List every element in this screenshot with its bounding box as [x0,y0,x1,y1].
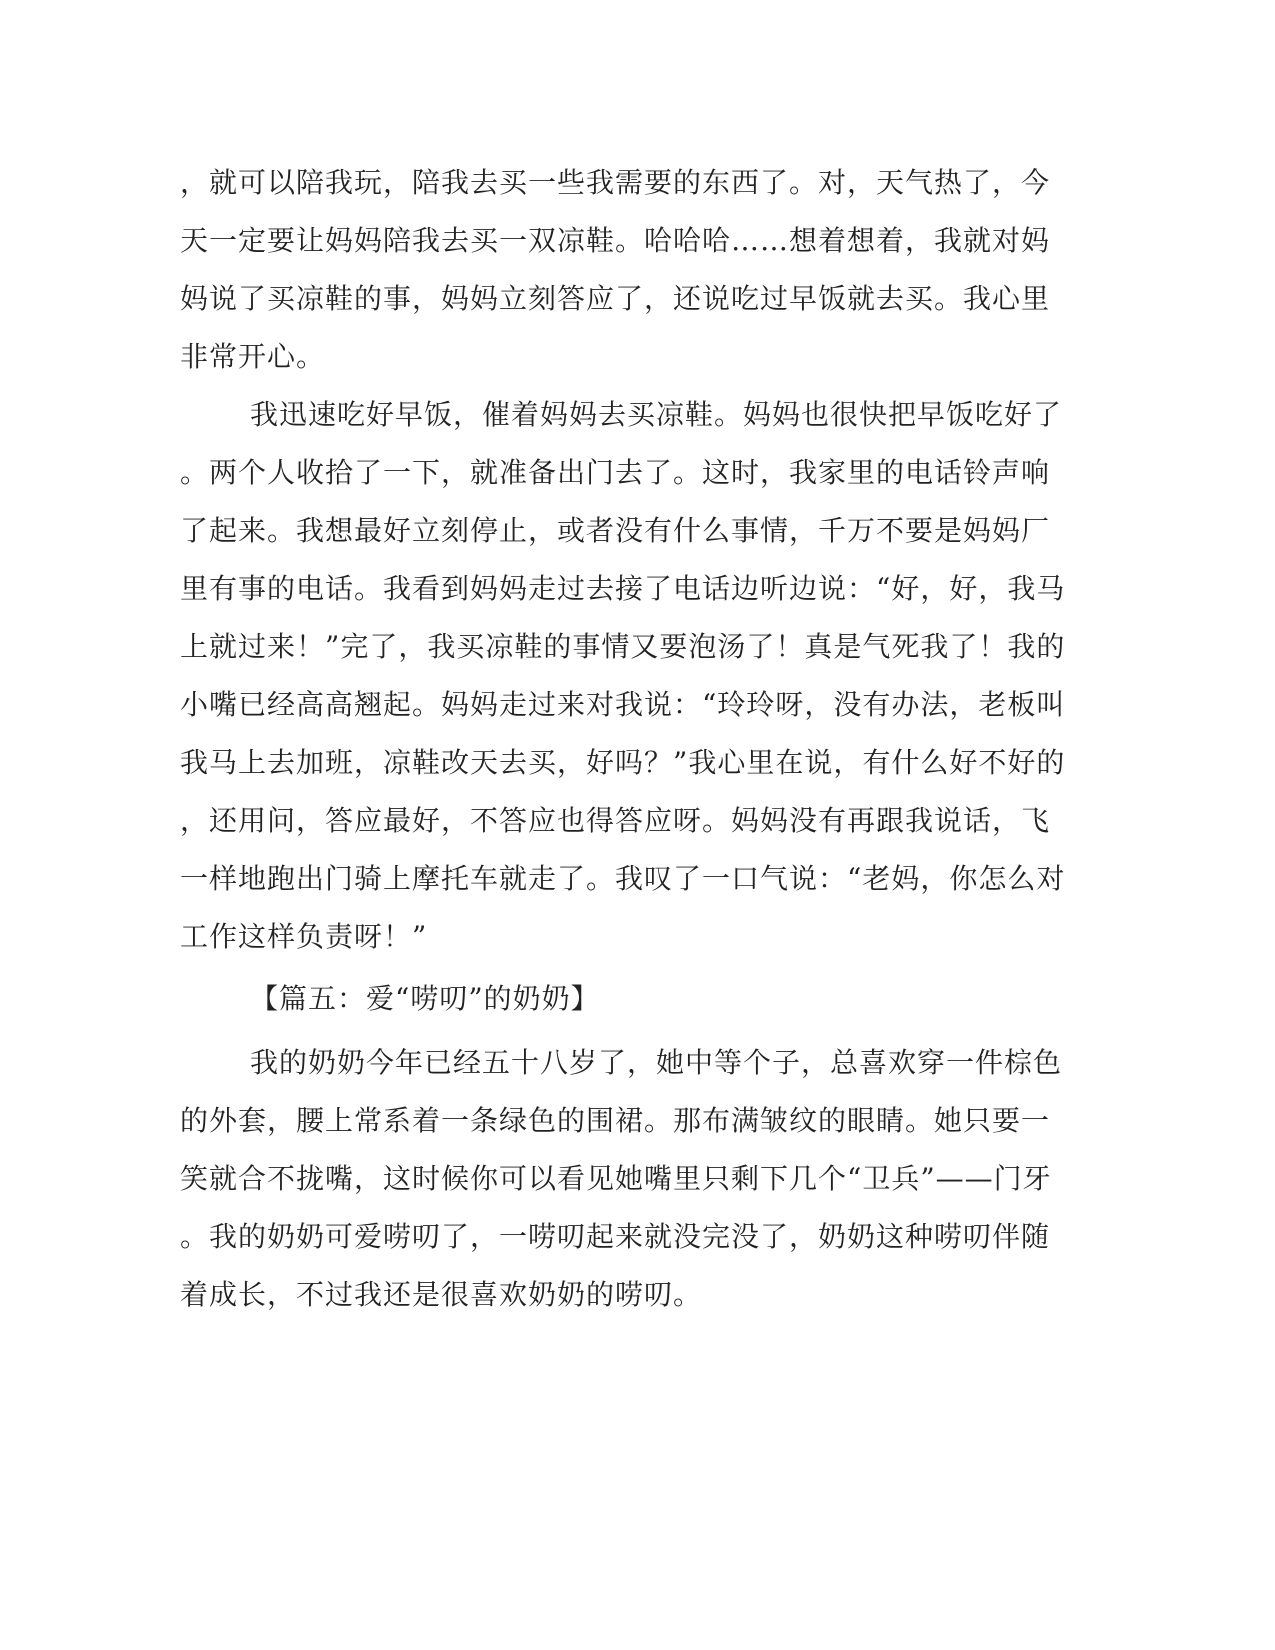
text-line: 我马上去加班，凉鞋改天去买，好吗？”我心里在说，有什么好不好的 [180,746,1066,779]
text-line: 笑就合不拢嘴，这时候你可以看见她嘴里只剩下几个“卫兵”——门牙 [180,1162,1052,1195]
section-heading: 【篇五：爱“唠叨”的奶奶】 [250,982,600,1015]
text-line: 非常开心。 [180,340,326,373]
paragraph-first-line: 我迅速吃好早饭，催着妈妈去买凉鞋。妈妈也很快把早饭吃好了 [250,398,1063,431]
text-line: 一样地跑出门骑上摩托车就走了。我叹了一口气说：“老妈，你怎么对 [180,862,1066,895]
text-line: 小嘴已经高高翘起。妈妈走过来对我说：“玲玲呀，没有办法，老板叫 [180,688,1066,721]
text-line: 里有事的电话。我看到妈妈走过去接了电话边听边说：“好，好，我马 [180,572,1066,605]
text-line: 。我的奶奶可爱唠叨了，一唠叨起来就没完没了，奶奶这种唠叨伴随 [180,1220,1051,1253]
text-line: 。两个人收拾了一下，就准备出门去了。这时，我家里的电话铃声响 [180,456,1051,489]
text-line: ，还用问，答应最好，不答应也得答应呀。妈妈没有再跟我说话，飞 [180,804,1051,837]
text-line: 工作这样负责呀！” [180,920,428,953]
text-line: 天一定要让妈妈陪我去买一双凉鞋。哈哈哈……想着想着，我就对妈 [180,224,1051,257]
text-line: 了起来。我想最好立刻停止，或者没有什么事情，千万不要是妈妈厂 [180,514,1051,547]
text-line: 妈说了买凉鞋的事，妈妈立刻答应了，还说吃过早饭就去买。我心里 [180,282,1051,315]
paragraph-first-line: 我的奶奶今年已经五十八岁了，她中等个子，总喜欢穿一件棕色 [250,1046,1063,1079]
text-line: 上就过来！”完了，我买凉鞋的事情又要泡汤了！真是气死我了！我的 [180,630,1066,663]
text-line: 的外套，腰上常系着一条绿色的围裙。那布满皱纹的眼睛。她只要一 [180,1104,1051,1137]
text-line: ，就可以陪我玩，陪我去买一些我需要的东西了。对，天气热了，今 [180,166,1051,199]
text-line: 着成长，不过我还是很喜欢奶奶的唠叨。 [180,1278,703,1311]
